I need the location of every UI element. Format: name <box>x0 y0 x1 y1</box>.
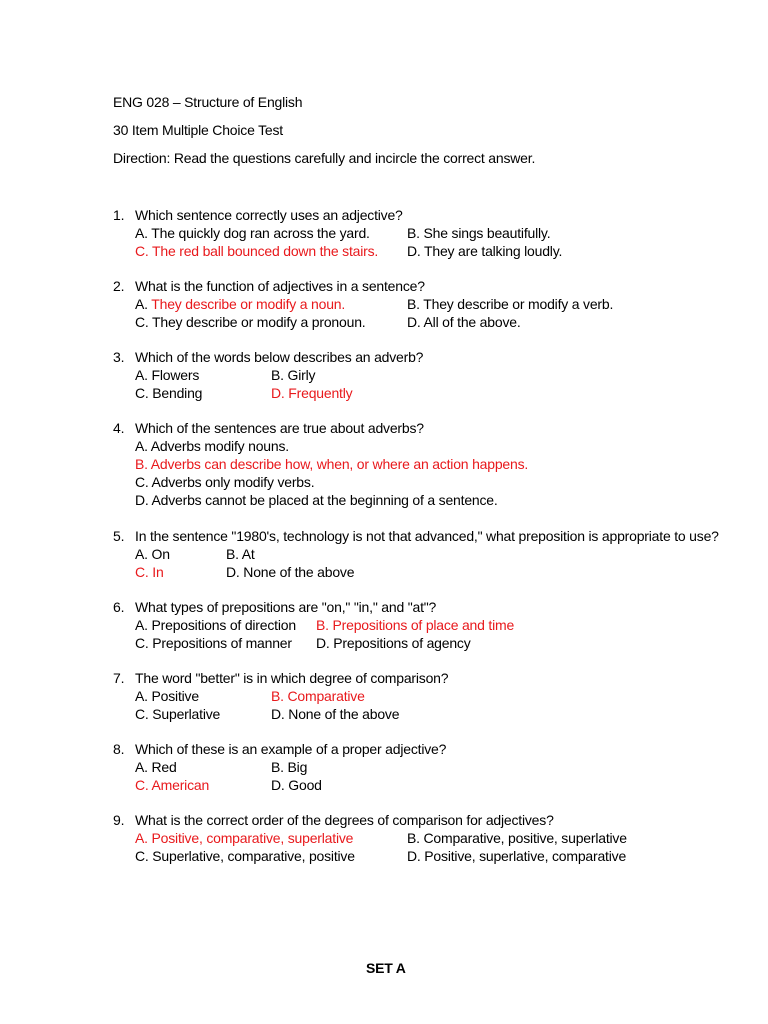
option-d: D. All of the above. <box>407 314 521 330</box>
option-a: A. The quickly dog ran across the yard. <box>135 225 370 241</box>
option-d: D. None of the above <box>271 706 400 722</box>
option-a-letter: A. <box>135 296 152 312</box>
option-d: D. Good <box>271 777 322 793</box>
option-c-correct: C. The red ball bounced down the stairs. <box>135 243 379 259</box>
question-2 <box>113 277 613 331</box>
question-stem: The word "better" is in which degree of comparison? <box>135 670 449 686</box>
option-c-correct: C. American <box>135 777 210 793</box>
option-d: D. Adverbs cannot be placed at the beginning of a sentence. <box>135 492 498 508</box>
question-5 <box>113 527 719 581</box>
question-stem: Which of the sentences are true about adverbs? <box>135 420 424 436</box>
question-stem: Which sentence correctly uses an adjective? <box>135 207 403 223</box>
question-stem: What is the function of adjectives in a sentence? <box>135 278 425 294</box>
question-number: 5. <box>113 528 125 544</box>
option-c: C. Adverbs only modify verbs. <box>135 474 315 490</box>
question-number: 7. <box>113 670 125 686</box>
option-b: B. They describe or modify a verb. <box>407 296 614 312</box>
option-d-correct: D. Frequently <box>271 385 353 401</box>
question-number: 9. <box>113 812 125 828</box>
option-d: D. Prepositions of agency <box>316 635 471 651</box>
question-stem: Which of the words below describes an adverb? <box>135 349 424 365</box>
option-c-correct: C. In <box>135 564 164 580</box>
question-number: 1. <box>113 207 125 223</box>
question-8 <box>113 740 446 794</box>
question-stem: In the sentence "1980's, technology is not that advanced," what preposition is appropriate to use? <box>135 528 719 544</box>
course-title: ENG 028 – Structure of English <box>113 94 303 110</box>
option-c: C. They describe or modify a pronoun. <box>135 314 366 330</box>
option-a: A. Adverbs modify nouns. <box>135 438 289 454</box>
option-c: C. Bending <box>135 385 203 401</box>
question-1 <box>113 206 562 260</box>
question-stem: What types of prepositions are "on," "in," and "at"? <box>135 599 437 615</box>
question-7 <box>113 669 448 723</box>
option-a-correct: A. Positive, comparative, superlative <box>135 830 354 846</box>
question-6 <box>113 598 514 652</box>
option-b: B. At <box>226 546 255 562</box>
option-a: A. Flowers <box>135 367 200 383</box>
question-number: 3. <box>113 349 125 365</box>
set-label: SET A <box>366 960 406 976</box>
option-b: B. Girly <box>271 367 316 383</box>
option-c: C. Superlative, comparative, positive <box>135 848 355 864</box>
option-d: D. They are talking loudly. <box>407 243 563 259</box>
option-b: B. Big <box>271 759 308 775</box>
option-b: B. She sings beautifully. <box>407 225 551 241</box>
question-number: 8. <box>113 741 125 757</box>
test-title: 30 Item Multiple Choice Test <box>113 122 284 138</box>
option-b: B. Comparative, positive, superlative <box>407 830 627 846</box>
question-number: 2. <box>113 278 125 294</box>
option-a-correct: They describe or modify a noun. <box>151 296 346 312</box>
option-a: A. Positive <box>135 688 199 704</box>
directions: Direction: Read the questions carefully and incircle the correct answer. <box>113 150 536 166</box>
option-a: A. On <box>135 546 170 562</box>
option-c: C. Superlative <box>135 706 221 722</box>
question-stem: Which of these is an example of a proper adjective? <box>135 741 447 757</box>
option-c: C. Prepositions of manner <box>135 635 292 651</box>
question-number: 4. <box>113 420 125 436</box>
option-b-correct: B. Adverbs can describe how, when, or where an action happens. <box>135 456 529 472</box>
question-3 <box>113 348 423 402</box>
option-a: A. Red <box>135 759 177 775</box>
option-b-correct: B. Comparative <box>271 688 365 704</box>
option-d: D. Positive, superlative, comparative <box>407 848 627 864</box>
question-9 <box>113 811 627 865</box>
option-a: A. Prepositions of direction <box>135 617 296 633</box>
question-stem: What is the correct order of the degrees of comparison for adjectives? <box>135 812 554 828</box>
question-4 <box>113 419 528 509</box>
question-number: 6. <box>113 599 125 615</box>
option-d: D. None of the above <box>226 564 355 580</box>
option-b-correct: B. Prepositions of place and time <box>316 617 515 633</box>
